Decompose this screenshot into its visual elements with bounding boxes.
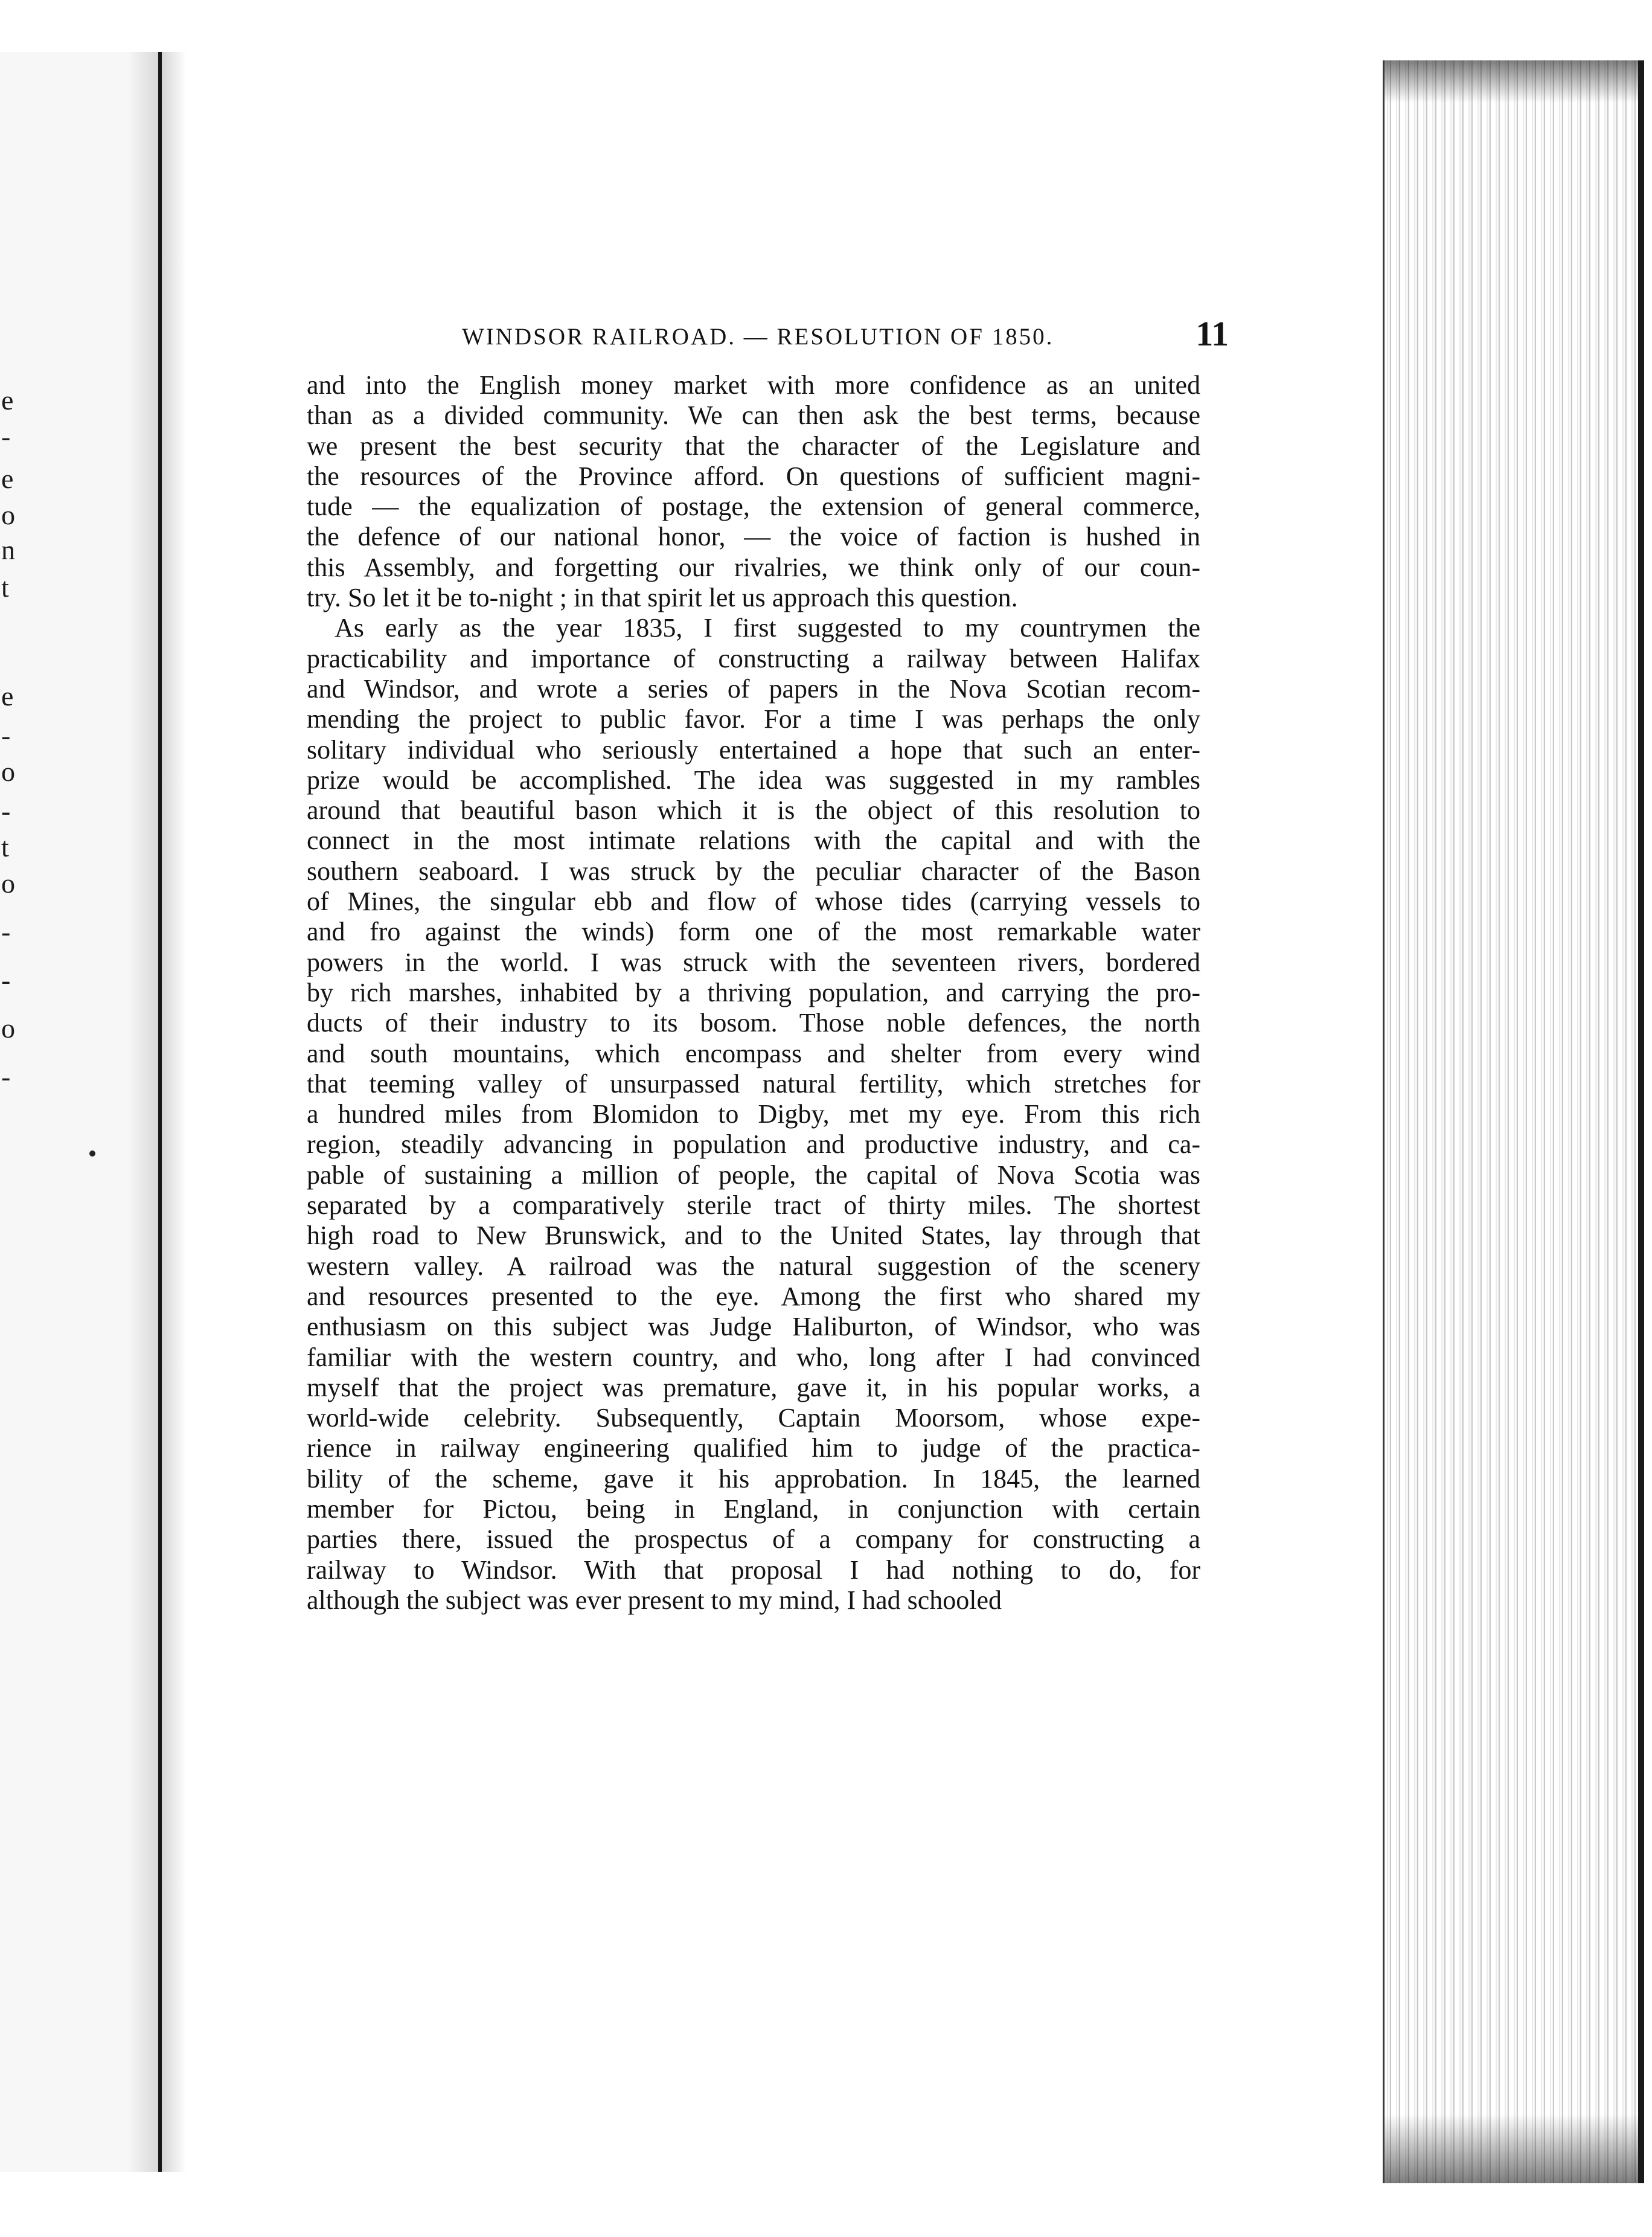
text-line: pable of sustaining a million of people, the capital of Nova Scotia was (307, 1160, 1200, 1190)
text-line: separated by a comparatively sterile tract of thirty miles. The shortest (307, 1190, 1200, 1221)
text-line: familiar with the western country, and who, long after I had convinced (307, 1342, 1200, 1372)
text-line: high road to New Brunswick, and to the United States, lay through that (307, 1221, 1200, 1251)
text-line: western valley. A railroad was the natural suggestion of the scenery (307, 1251, 1200, 1281)
text-line: enthusiasm on this subject was Judge Haliburton, of Windsor, who was (307, 1312, 1200, 1342)
left-page-fragment: e (1, 681, 14, 711)
left-page-fragment: - (1, 916, 11, 947)
body-text (307, 370, 1200, 1616)
text-line: try. So let it be to-night ; in that spirit let us approach this question. (307, 583, 1018, 613)
left-page-fragment: - (1, 720, 11, 751)
text-line: myself that the project was premature, gave it, in his popular works, a (307, 1372, 1200, 1402)
left-page-fragment: e (1, 385, 14, 416)
book-gutter (162, 52, 186, 2172)
text-line: railway to Windsor. With that proposal I had nothing to do, for (307, 1555, 1200, 1585)
left-page-fragment: e (1, 463, 14, 494)
page-number: 11 (1196, 314, 1229, 353)
page-edge-stack (1383, 60, 1644, 2183)
text-line: world-wide celebrity. Subsequently, Captain Moorsom, whose expe- (307, 1403, 1200, 1433)
text-line: the defence of our national honor, — the voice of faction is hushed in (307, 522, 1200, 552)
text-line: As early as the year 1835, I first suggested to my countrymen the (335, 613, 1200, 643)
text-line: and Windsor, and wrote a series of papers in the Nova Scotian recom- (307, 673, 1200, 704)
text-line: of Mines, the singular ebb and flow of whose tides (carrying vessels to (307, 887, 1200, 917)
text-line: parties there, issued the prospectus of a company for constructing a (307, 1524, 1200, 1555)
text-line: and south mountains, which encompass and shelter from every wind (307, 1038, 1200, 1068)
left-page-fragment: t (1, 572, 9, 603)
text-line: bility of the scheme, gave it his approbation. In 1845, the learned (307, 1463, 1200, 1494)
text-line: although the subject was ever present to my mind, I had schooled (307, 1585, 1002, 1615)
text-line: connect in the most intimate relations with the capital and with the (307, 826, 1200, 856)
left-page-fragment: - (1, 421, 11, 452)
text-line: a hundred miles from Blomidon to Digby, met my eye. From this rich (307, 1099, 1200, 1129)
left-facing-page (0, 52, 162, 2172)
paragraph (307, 613, 1200, 1616)
text-line: than as a divided community. We can then ask the best terms, because (307, 400, 1200, 431)
text-line: that teeming valley of unsurpassed natural fertility, which stretches for (307, 1068, 1200, 1099)
left-page-fragment: o (1, 499, 15, 530)
text-line: this Assembly, and forgetting our rivalries, we think only of our coun- (307, 552, 1200, 582)
left-page-fragment: - (1, 964, 11, 995)
left-page-fragment: n (1, 534, 15, 565)
text-line: the resources of the Province afford. On questions of sufficient magni- (307, 461, 1200, 491)
text-line: member for Pictou, being in England, in conjunction with certain (307, 1494, 1200, 1524)
left-page-fragment: - (1, 795, 11, 826)
margin-speck (89, 1151, 95, 1157)
text-line: ducts of their industry to its bosom. Those noble defences, the north (307, 1008, 1200, 1038)
text-line: region, steadily advancing in population and productive industry, and ca- (307, 1129, 1200, 1160)
left-page-fragment: o (1, 1013, 15, 1044)
text-line: by rich marshes, inhabited by a thriving population, and carrying the pro- (307, 977, 1200, 1007)
left-page-text-fragments (0, 52, 36, 2172)
text-line: powers in the world. I was struck with the seventeen rivers, bordered (307, 947, 1200, 977)
text-line: solitary individual who seriously entertained a hope that such an enter- (307, 734, 1200, 765)
text-line: rience in railway engineering qualified him to judge of the practica- (307, 1433, 1200, 1463)
left-page-gutter-shadow (128, 52, 158, 2172)
left-page-fragment: - (1, 1061, 11, 1092)
text-line: and into the English money market with more confidence as an united (307, 370, 1200, 400)
running-head: WINDSOR RAILROAD. — RESOLUTION OF 1850. (462, 324, 1054, 350)
left-page-fragment: o (1, 868, 15, 899)
text-line: around that beautiful bason which it is the object of this resolution to (307, 795, 1200, 826)
text-line: tude — the equalization of postage, the extension of general commerce, (307, 492, 1200, 522)
text-line: prize would be accomplished. The idea was suggested in my rambles (307, 765, 1200, 795)
left-page-fragment: o (1, 756, 15, 787)
text-line: practicability and importance of constructing a railway between Halifax (307, 643, 1200, 673)
text-line: and resources presented to the eye. Among the first who shared my (307, 1281, 1200, 1311)
text-line: and fro against the winds) form one of the most remarkable water (307, 917, 1200, 947)
paragraph (307, 370, 1200, 613)
text-line: southern seaboard. I was struck by the peculiar character of the Bason (307, 856, 1200, 886)
left-page-fragment: t (1, 832, 9, 862)
page-edge-shadow (1385, 60, 1638, 2183)
text-line: we present the best security that the character of the Legislature and (307, 431, 1200, 461)
text-line: mending the project to public favor. For a time I was perhaps the only (307, 704, 1200, 734)
